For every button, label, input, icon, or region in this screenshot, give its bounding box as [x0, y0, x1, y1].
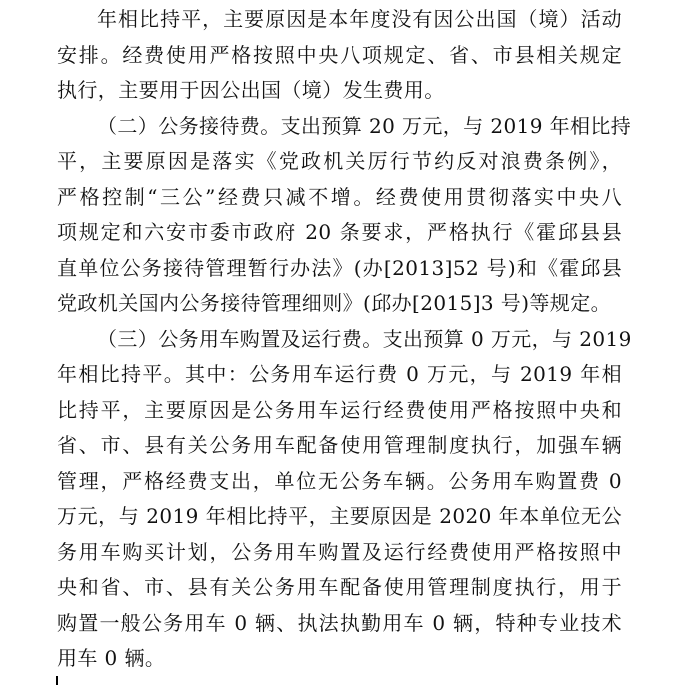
paragraph-line: 务用车购买计划，公务用车购置及运行经费使用严格按照中 [57, 539, 622, 564]
paragraph-line: 严格控制“三公”经费只减不增。经费使用贯彻落实中央八 [57, 184, 622, 209]
paragraph-line: 用车 0 辆。 [57, 646, 166, 670]
paragraph-line: 万元，与 2019 年相比持平，主要原因是 2020 年本单位无公 [57, 504, 622, 528]
paragraph-line: 年相比持平，主要原因是本年度没有因公出国（境）活动 [97, 7, 622, 31]
page-edge-mark [56, 676, 58, 685]
paragraph-line: 项规定和六安市委市政府 20 条要求，严格执行《霍邱县县 [57, 220, 622, 244]
paragraph-line: 购置一般公务用车 0 辆、执法执勤用车 0 辆，特种专业技术 [57, 610, 622, 635]
paragraph-line: 平，主要原因是落实《党政机关厉行节约反对浪费条例》， [57, 149, 622, 173]
paragraph-line: （二）公务接待费。支出预算 20 万元，与 2019 年相比持 [97, 113, 632, 138]
document-body [57, 2, 632, 677]
paragraph-line: 党政机关国内公务接待管理细则》(邱办[2015]3 号)等规定。 [57, 291, 611, 315]
paragraph-line: 比持平，主要原因是公务用车运行经费使用严格按照中央和 [57, 397, 622, 422]
paragraph-line: （三）公务用车购置及运行费。支出预算 0 万元，与 2019 [97, 326, 632, 351]
paragraph-line: 央和省、市、县有关公务用车配备使用管理制度执行，用于 [57, 575, 622, 599]
paragraph-line: 年相比持平。其中：公务用车运行费 0 万元，与 2019 年相 [57, 362, 622, 386]
paragraph-line: 省、市、县有关公务用车配备使用管理制度执行，加强车辆 [57, 433, 622, 457]
paragraph-line: 安排。经费使用严格按照中央八项规定、省、市县相关规定 [57, 42, 622, 67]
paragraph-line: 执行，主要用于因公出国（境）发生费用。 [57, 78, 445, 102]
paragraph-line: 管理，严格经费支出，单位无公务车辆。公务用车购置费 0 [57, 468, 622, 493]
paragraph-line: 直单位公务接待管理暂行办法》(办[2013]52 号)和《霍邱县 [57, 255, 622, 280]
